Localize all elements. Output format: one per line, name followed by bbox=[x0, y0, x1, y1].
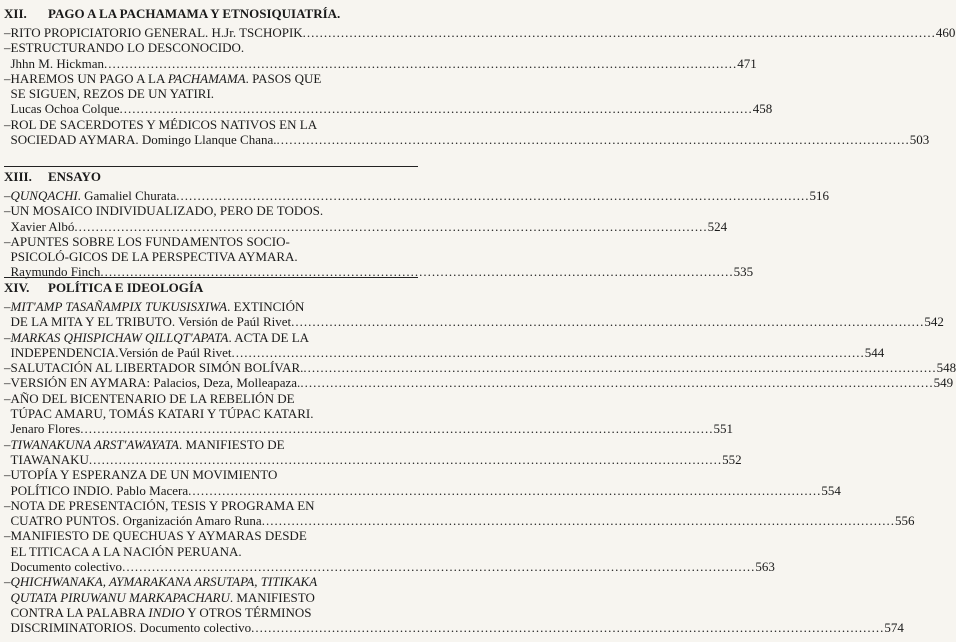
entry-text: UTOPÍA Y ESPERANZA DE UN MOVIMIENTO bbox=[10, 467, 278, 483]
entry-body bbox=[11, 234, 754, 280]
entry-author-line bbox=[11, 219, 75, 234]
entry-body bbox=[11, 574, 904, 635]
entry-italic-text: PACHAMAMA bbox=[167, 70, 246, 86]
entry-body bbox=[11, 188, 829, 203]
entry-last-line bbox=[11, 375, 954, 390]
section-heading bbox=[4, 6, 416, 25]
entry-last-line bbox=[11, 264, 754, 279]
dot-leader bbox=[80, 421, 713, 436]
section-heading bbox=[4, 169, 416, 188]
toc-entry[interactable] bbox=[4, 497, 915, 529]
entry-line bbox=[11, 590, 904, 605]
entry-dash: – bbox=[4, 497, 11, 513]
entry-italic-text: INDIO bbox=[148, 604, 185, 620]
entry-line bbox=[11, 234, 754, 249]
entry-italic-text: QUNQACHI bbox=[10, 188, 78, 203]
entry-line bbox=[11, 71, 773, 86]
entry-text: CUATRO PUNTOS. Organización Amaro Runa bbox=[10, 513, 262, 529]
entry-last-line bbox=[11, 360, 956, 375]
dot-leader bbox=[300, 375, 933, 390]
toc-entry[interactable] bbox=[4, 375, 954, 391]
dot-leader bbox=[303, 25, 936, 40]
toc-entry[interactable] bbox=[4, 299, 944, 330]
entry-author-line bbox=[11, 421, 81, 436]
entry-text: . MANIFIESTO bbox=[229, 589, 315, 605]
toc-entry[interactable] bbox=[4, 528, 775, 575]
entry-line bbox=[11, 330, 885, 345]
entry-text: . PASOS QUE bbox=[245, 70, 322, 86]
toc-entry[interactable] bbox=[4, 467, 841, 498]
entry-text: HAREMOS UN PAGO A LA bbox=[10, 70, 168, 86]
toc-entry[interactable] bbox=[4, 188, 829, 203]
entry-text: ROL DE SACERDOTES Y MÉDICOS NATIVOS EN LA bbox=[10, 116, 318, 132]
entry-last-line bbox=[11, 421, 733, 436]
page-number: 552 bbox=[722, 451, 742, 467]
entry-dash: – bbox=[4, 70, 11, 86]
entry-line bbox=[11, 40, 757, 55]
entry-line bbox=[11, 249, 754, 264]
toc-entry[interactable] bbox=[4, 40, 757, 71]
entry-text: . MANIFIESTO DE bbox=[178, 436, 285, 452]
page-number: 563 bbox=[755, 559, 775, 575]
entry-text: INDEPENDENCIA.Versión de Paúl Rivet bbox=[10, 344, 232, 360]
section-title: PAGO A LA PACHAMAMA Y ETNOSIQUIATRÍA. bbox=[48, 6, 341, 21]
entry-last-line bbox=[11, 25, 956, 40]
dot-leader bbox=[231, 345, 864, 360]
entry-text: SALUTACIÓN AL LIBERTADOR SIMÓN BOLÍVAR. bbox=[10, 360, 304, 376]
entry-last-line bbox=[11, 188, 829, 203]
entry-text: NOTA DE PRESENTACIÓN, TESIS Y PROGRAMA EN bbox=[10, 497, 315, 513]
entry-line bbox=[11, 203, 728, 218]
entry-dash: – bbox=[4, 116, 11, 132]
entry-author-line bbox=[11, 483, 189, 498]
entry-last-line bbox=[11, 483, 841, 498]
entry-text: UN MOSAICO INDIVIDUALIZADO, PERO DE TODOS. bbox=[10, 203, 324, 219]
page-number: 503 bbox=[909, 132, 930, 148]
page-number: 458 bbox=[752, 101, 773, 117]
entry-line bbox=[11, 605, 904, 620]
entry-italic-text: QUTATA PIRUWANU MARKAPACHARU bbox=[10, 589, 230, 605]
toc-entry[interactable] bbox=[4, 436, 742, 468]
entry-author-line bbox=[11, 345, 232, 360]
entry-body bbox=[11, 40, 757, 71]
entry-body bbox=[11, 203, 728, 234]
entry-author-line bbox=[11, 56, 105, 71]
toc-section-xiii bbox=[4, 169, 829, 280]
dot-leader bbox=[104, 56, 737, 71]
entry-italic-text: TIWANAKUNA ARST'AWAYATA bbox=[10, 436, 179, 452]
entry-last-line bbox=[11, 132, 930, 147]
entry-text: Lucas Ochoa Colque bbox=[10, 101, 120, 117]
entry-text: PSICOLÓ-GICOS DE LA PERSPECTIVA AYMARA. bbox=[10, 249, 298, 265]
dot-leader bbox=[277, 132, 910, 147]
entry-dash: – bbox=[4, 574, 11, 590]
entry-line bbox=[11, 467, 841, 482]
entry-text: Xavier Albó bbox=[10, 218, 75, 234]
entry-text: DE LA MITA Y EL TRIBUTO. Versión de Paúl Rivet bbox=[10, 314, 292, 330]
entry-last-line bbox=[11, 314, 944, 329]
toc-entry[interactable] bbox=[4, 360, 956, 376]
entry-body bbox=[11, 498, 915, 529]
toc-section-xii bbox=[4, 6, 956, 148]
dot-leader bbox=[89, 452, 722, 467]
entry-author-line bbox=[11, 559, 123, 574]
entry-author-line bbox=[11, 314, 292, 329]
entry-text: RITO PROPICIATORIO GENERAL. H.Jr. TSCHOPIK bbox=[10, 25, 303, 40]
entry-author-line bbox=[11, 25, 303, 40]
page-number: 574 bbox=[884, 620, 904, 636]
entry-body bbox=[11, 25, 956, 40]
section-title: POLÍTICA E IDEOLOGÍA bbox=[48, 280, 204, 295]
page-number: 556 bbox=[894, 513, 915, 529]
page-number: 549 bbox=[933, 375, 954, 391]
dot-leader bbox=[291, 314, 924, 329]
dot-leader bbox=[122, 559, 755, 574]
dot-leader bbox=[262, 513, 895, 528]
entry-body bbox=[11, 117, 930, 148]
entry-last-line bbox=[11, 620, 904, 635]
entry-last-line bbox=[11, 219, 728, 234]
dot-leader bbox=[251, 620, 884, 635]
section-heading bbox=[4, 280, 416, 299]
entry-dash: – bbox=[4, 233, 11, 249]
toc-entry[interactable] bbox=[4, 116, 930, 148]
entry-dash: – bbox=[4, 436, 11, 452]
toc-section-xiv bbox=[4, 280, 956, 636]
entry-last-line bbox=[11, 559, 775, 574]
section-number: XIV. bbox=[4, 280, 30, 295]
toc-entry[interactable] bbox=[4, 574, 904, 636]
entry-line bbox=[11, 406, 733, 421]
entry-text: TÚPAC AMARU, TOMÁS KATARI Y TÚPAC KATARI. bbox=[10, 406, 314, 422]
entry-last-line bbox=[11, 452, 742, 467]
entry-author-line bbox=[11, 132, 277, 147]
entry-text: APUNTES SOBRE LOS FUNDAMENTOS SOCIO- bbox=[10, 233, 290, 249]
entry-text: MANIFIESTO DE QUECHUAS Y AYMARAS DESDE bbox=[10, 528, 307, 544]
entry-dash: – bbox=[4, 528, 11, 544]
entry-author-line bbox=[11, 620, 252, 635]
section-divider bbox=[4, 166, 418, 167]
entry-line bbox=[11, 86, 773, 101]
entry-text: Jhhn M. Hickman bbox=[10, 55, 105, 71]
entry-author-line bbox=[11, 513, 262, 528]
toc-entry[interactable] bbox=[4, 329, 885, 361]
entry-text: DISCRIMINATORIOS. Documento colectivo bbox=[10, 620, 252, 636]
entry-text: AÑO DEL BICENTENARIO DE LA REBELIÓN DE bbox=[10, 390, 295, 406]
entry-text: Y OTROS TÉRMINOS bbox=[184, 604, 312, 620]
entry-line bbox=[11, 391, 733, 406]
entry-text: . Gamaliel Churata bbox=[77, 188, 177, 203]
entry-line bbox=[11, 437, 742, 452]
entry-text: TIAWANAKU bbox=[10, 451, 89, 467]
entry-text: CONTRA LA PALABRA bbox=[10, 604, 149, 620]
entry-author-line bbox=[11, 360, 304, 375]
page-number: 542 bbox=[924, 314, 944, 330]
toc-entry[interactable] bbox=[4, 70, 773, 117]
entry-body bbox=[11, 360, 956, 375]
entry-author-line bbox=[11, 375, 301, 390]
entry-italic-text: QHICHWANAKA, AYMARAKANA ARSUTAPA, TITIKAKA bbox=[10, 574, 318, 590]
dot-leader bbox=[176, 188, 809, 203]
entry-text: Documento colectivo bbox=[10, 559, 123, 575]
entry-body bbox=[11, 375, 954, 390]
dot-leader bbox=[120, 101, 753, 116]
page-number: 524 bbox=[707, 218, 728, 234]
entry-line bbox=[11, 528, 775, 543]
entry-text: SE SIGUEN, REZOS DE UN YATIRI. bbox=[10, 86, 215, 102]
entry-text: ESTRUCTURANDO LO DESCONOCIDO. bbox=[10, 40, 245, 56]
page-number: 554 bbox=[821, 482, 841, 498]
entry-text: Jenaro Flores bbox=[10, 421, 81, 437]
dot-leader bbox=[303, 360, 936, 375]
entry-body bbox=[11, 71, 773, 117]
entry-text: . EXTINCIÓN bbox=[227, 299, 305, 314]
dot-leader bbox=[188, 483, 821, 498]
dot-leader bbox=[74, 219, 707, 234]
section-title: ENSAYO bbox=[48, 169, 101, 184]
entry-line bbox=[11, 498, 915, 513]
entry-italic-text: MIT'AMP TASAÑAMPIX TUKUSISXIWA bbox=[10, 299, 228, 314]
toc-entry[interactable] bbox=[4, 233, 754, 280]
page-number: 551 bbox=[713, 421, 733, 437]
dot-leader bbox=[100, 264, 733, 279]
toc-entry[interactable] bbox=[4, 203, 728, 234]
entry-dash: – bbox=[4, 375, 11, 391]
page-number: 548 bbox=[936, 360, 956, 376]
entry-dash: – bbox=[4, 329, 11, 345]
entry-text: EL TITICACA A LA NACIÓN PERUANA. bbox=[10, 543, 242, 559]
entry-last-line bbox=[11, 101, 773, 116]
entry-line bbox=[11, 544, 775, 559]
entry-dash: – bbox=[4, 203, 11, 219]
entry-dash: – bbox=[4, 40, 11, 56]
entry-author-line bbox=[11, 188, 177, 203]
entry-dash: – bbox=[4, 299, 11, 314]
page-number: 544 bbox=[864, 344, 885, 360]
entry-italic-text: MARKAS QHISPICHAW QILLQT'APATA bbox=[10, 329, 229, 345]
entry-body bbox=[11, 299, 944, 330]
entry-dash: – bbox=[4, 390, 11, 406]
entry-last-line bbox=[11, 513, 915, 528]
section-number: XII. bbox=[4, 6, 27, 21]
entry-line bbox=[11, 117, 930, 132]
entry-last-line bbox=[11, 345, 885, 360]
entry-body bbox=[11, 437, 742, 468]
entry-body bbox=[11, 467, 841, 498]
page-number: 471 bbox=[737, 55, 757, 71]
entry-dash: – bbox=[4, 25, 11, 40]
entry-dash: – bbox=[4, 360, 11, 376]
toc-entry[interactable] bbox=[4, 25, 956, 40]
entry-text: Raymundo Finch bbox=[10, 264, 101, 280]
entry-author-line bbox=[11, 264, 101, 279]
entry-line bbox=[11, 574, 904, 589]
entry-text: . ACTA DE LA bbox=[228, 329, 310, 345]
page-number: 460 bbox=[935, 25, 956, 40]
page-number: 535 bbox=[733, 264, 754, 280]
entry-last-line bbox=[11, 56, 757, 71]
entry-body bbox=[11, 391, 733, 437]
page-number: 516 bbox=[809, 188, 829, 203]
entry-dash: – bbox=[4, 188, 11, 203]
entry-text: VERSIÓN EN AYMARA: Palacios, Deza, Molleapaza. bbox=[10, 375, 301, 391]
entry-body bbox=[11, 330, 885, 361]
entry-text: SOCIEDAD AYMARA. Domingo Llanque Chana. bbox=[10, 132, 277, 148]
entry-body bbox=[11, 528, 775, 574]
entry-author-line bbox=[11, 101, 120, 116]
entry-line bbox=[11, 299, 944, 314]
toc-entry[interactable] bbox=[4, 390, 733, 437]
section-number: XIII. bbox=[4, 169, 32, 184]
entry-text: POLÍTICO INDIO. Pablo Macera bbox=[10, 482, 189, 498]
entry-author-line bbox=[11, 452, 89, 467]
entry-dash: – bbox=[4, 467, 11, 483]
